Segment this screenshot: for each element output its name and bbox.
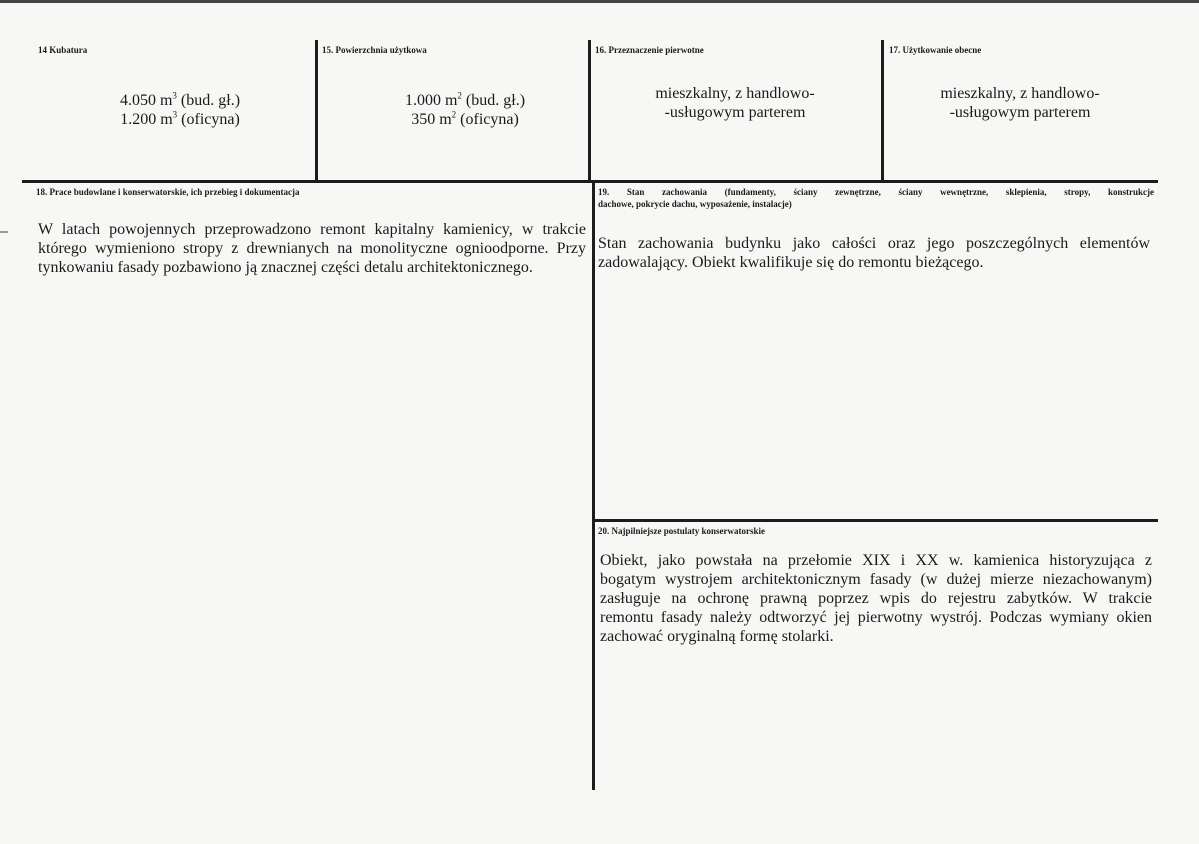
field-20-line-1: Obiekt, jako powstała na przełomie XIX i XX w. kamienica historyzująca z: [600, 552, 1152, 569]
top-edge-line: [0, 0, 1199, 3]
margin-mark: [0, 231, 8, 233]
field-19-line-2: zadowalający. Obiekt kwalifikuje się do remontu bieżącego.: [598, 254, 984, 271]
field-14-value: [60, 91, 300, 129]
field-18-line-2: którego wymieniono stropy z drewnianych na monolityczne ognioodporne. Przy: [38, 240, 586, 257]
field-20-line-3: zasługuje na ochronę prawną poprzez wpis do rejestru zabytków. W trakcie: [600, 590, 1152, 607]
divider-18-19: [592, 180, 595, 790]
field-19-value: [598, 234, 1150, 272]
field-19-line-1: Stan zachowania budynku jako całości oraz jego poszczególnych elementów: [598, 235, 1150, 252]
field-14-line-1: 4.050 $m^3$ (bud. gł.): [119, 90, 241, 109]
field-19-label-line-2: dachowe, pokrycie dachu, wyposażenie, instalacje): [598, 199, 792, 209]
field-15-line-1: 1.000 $m^2$ (bud. gł.): [404, 90, 526, 109]
field-20-line-5: zachować oryginalną formę stolarki.: [600, 628, 834, 645]
field-15-line-2: 350 $m^2$ (oficyna): [411, 109, 519, 128]
divider-row1-row2: [22, 180, 1158, 183]
field-18-label: 18. Prace budowlane i konserwatorskie, ich przebieg i dokumentacja: [36, 187, 300, 197]
field-17-line-1: mieszkalny, z handlowo-: [940, 85, 1100, 102]
field-19-label-line-1: 19. Stan zachowania (fundamenty, ściany zewnętrzne, ściany wewnętrzne, sklepienia, stropy, konstrukcje: [598, 187, 1154, 197]
field-19-label: [598, 186, 1154, 210]
field-20-value: [600, 551, 1152, 646]
field-14-label: 14 Kubatura: [38, 45, 88, 55]
field-14-line-2: 1.200 $m^3$ (oficyna): [120, 109, 240, 128]
field-17-label: 17. Użytkowanie obecne: [889, 45, 982, 55]
field-20-line-2: bogatym wystrojem architektonicznym fasady (w dużej mierze niezachowanym): [600, 571, 1152, 588]
field-17-value: [885, 84, 1155, 122]
field-15-label: 15. Powierzchnia użytkowa: [322, 45, 427, 55]
divider-15-16: [588, 40, 591, 182]
field-20-line-4: remontu fasady należy odtworzyć jej pierwotny wystrój. Podczas wymiany okien: [600, 609, 1152, 626]
field-18-value: [38, 220, 586, 277]
field-16-label: 16. Przeznaczenie pierwotne: [595, 45, 704, 55]
divider-19-20: [592, 519, 1158, 522]
field-16-line-1: mieszkalny, z handlowo-: [655, 85, 815, 102]
field-20-label: 20. Najpilniejsze postulaty konserwatorskie: [598, 526, 765, 536]
field-18-line-3: tynkowaniu fasady pozbawiono ją znacznej części detalu architektonicznego.: [38, 259, 533, 276]
field-18-line-1: W latach powojennych przeprowadzono remont kapitalny kamienicy, w trakcie: [38, 221, 586, 238]
field-15-value: [345, 91, 585, 129]
divider-14-15: [315, 40, 318, 182]
divider-16-17: [881, 40, 884, 182]
field-17-line-2: -usługowym parterem: [949, 104, 1091, 121]
field-16-line-2: -usługowym parterem: [664, 104, 806, 121]
field-16-value: [595, 84, 875, 122]
